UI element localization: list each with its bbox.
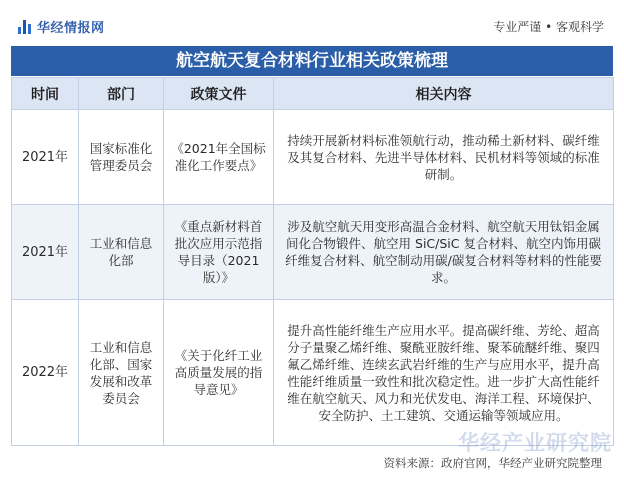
row-department: 工业和信息化部、国家发展和改革委员会: [79, 300, 164, 446]
row-policy-document: 《关于化纤工业高质量发展的指导意见》: [164, 300, 274, 446]
row-content: 涉及航空航天用变形高温合金材料、航空航天用钛铝金属间化合物锻件、航空用 SiC/SiC 复合材料、航空内饰用碳纤维复合材料、航空制动用碳/碳复合材料等材料的性能要求。: [274, 205, 614, 300]
header-policy-document: 政策文件: [164, 78, 274, 110]
watermark: 华经产业研究院: [458, 431, 612, 455]
row-year: 2021年: [12, 110, 79, 205]
row-content: 持续开展新材料标准领航行动，推动稀土新材料、碳纤维及其复合材料、先进半导体材料、民机材料等领域的标准研制。: [274, 110, 614, 205]
table-row: [12, 205, 614, 300]
table-row: [12, 300, 614, 446]
row-year: 2022年: [12, 300, 79, 446]
row-policy-document: 《2021年全国标准化工作要点》: [164, 110, 274, 205]
row-content: 提升高性能纤维生产应用水平。提高碳纤维、芳纶、超高分子量聚乙烯纤维、聚酰亚胺纤维、聚苯硫醚纤维、聚四氟乙烯纤维、连续玄武岩纤维的生产与应用水平，提升高性能纤维质量一致性和批次稳定性。进一步扩大高性能纤维在航空航天、风力和光伏发电、海洋工程、环境保护、安全防护、土工建筑、交通运输等领域应用。: [274, 300, 614, 446]
header-related-content: 相关内容: [274, 78, 614, 110]
table-row: [12, 110, 614, 205]
header-department: 部门: [79, 78, 164, 110]
brand-logo[interactable]: [18, 17, 105, 36]
source-note: 资料来源：政府官网，华经产业研究院整理: [383, 456, 602, 470]
page-header: [0, 0, 624, 44]
row-department: 国家标准化管理委员会: [79, 110, 164, 205]
brand-name: 华经情报网: [37, 21, 105, 36]
row-policy-document: 《重点新材料首批次应用示范指导目录（2021版）》: [164, 205, 274, 300]
row-year: 2021年: [12, 205, 79, 300]
brand-slogan: 专业严谨 • 客观科学: [493, 20, 604, 34]
policy-table: [11, 77, 614, 446]
table-header-row: [12, 78, 614, 110]
table-title: 航空航天复合材料行业相关政策梳理: [11, 46, 613, 76]
header-time: 时间: [12, 78, 79, 110]
row-department: 工业和信息化部: [79, 205, 164, 300]
bar-chart-icon: [18, 20, 32, 34]
